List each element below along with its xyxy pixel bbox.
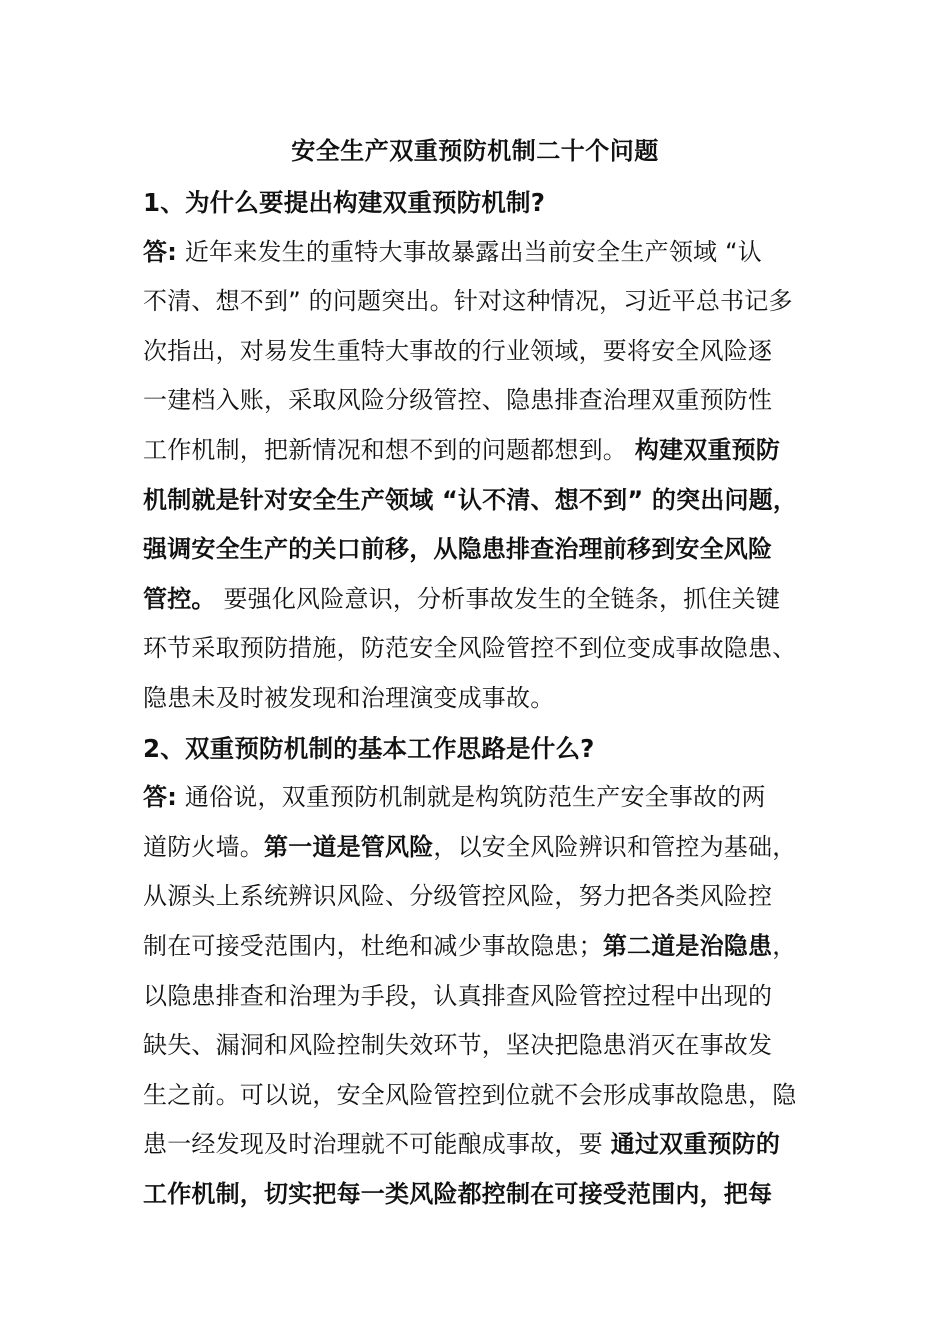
- emphasis-text: 第二道是治隐患: [602, 931, 773, 960]
- question-1-heading: 1、为什么要提出构建双重预防机制?: [143, 188, 546, 217]
- paragraph-text: 制在可接受范围内，杜绝和减少事故隐患；: [143, 931, 603, 960]
- paragraph-line: 生之前。可以说，安全风险管控到位就不会形成事故隐患，隐: [143, 1080, 797, 1109]
- paragraph-text: ，以安全风险辨识和管控为基础，: [433, 832, 797, 861]
- paragraph-line: 次指出，对易发生重特大事故的行业领域，要将安全风险逐: [143, 336, 773, 365]
- paragraph-text: 通俗说，双重预防机制就是构筑防范生产安全事故的两: [184, 783, 766, 812]
- document-body: [143, 178, 813, 1219]
- emphasis-text: 第一道是管风险: [264, 832, 434, 861]
- paragraph-line: [143, 1120, 813, 1170]
- paragraph-text: 近年来发生的重特大事故暴露出当前安全生产领域 “认: [184, 237, 762, 266]
- paragraph-line: [143, 575, 813, 625]
- paragraph-text: 患一经发现及时治理就不可能酿成事故，要: [143, 1130, 603, 1159]
- paragraph-line: [143, 228, 813, 278]
- paragraph-line: 一建档入账，采取风险分级管控、隐患排查治理双重预防性: [143, 386, 773, 415]
- paragraph-line: 缺失、漏洞和风险控制失效环节，坚决把隐患消灭在事故发: [143, 1031, 773, 1060]
- paragraph-line: 不清、想不到” 的问题突出。针对这种情况，习近平总书记多: [143, 287, 793, 316]
- emphasis-text: 管控。: [143, 584, 216, 613]
- paragraph-line: 以隐患排查和治理为手段，认真排查风险管控过程中出现的: [143, 981, 773, 1010]
- paragraph-line: [143, 426, 813, 476]
- paragraph-line: [143, 922, 813, 972]
- emphasis-line: 机制就是针对安全生产领域 “认不清、想不到” 的突出问题，: [143, 485, 798, 514]
- paragraph-line: 环节采取预防措施，防范安全风险管控不到位变成事故隐患、: [143, 634, 797, 663]
- paragraph-text: 道防火墙。: [143, 832, 264, 861]
- paragraph-line: 隐患未及时被发现和治理演变成事故。: [143, 683, 555, 712]
- paragraph-line: [143, 823, 813, 873]
- emphasis-line: 强调安全生产的关口前移，从隐患排查治理前移到安全风险: [143, 535, 773, 564]
- question-2-heading: 2、双重预防机制的基本工作思路是什么?: [143, 733, 595, 763]
- paragraph-line: 从源头上系统辨识风险、分级管控风险，努力把各类风险控: [143, 882, 773, 911]
- emphasis-text: 通过双重预防的: [610, 1130, 781, 1159]
- paragraph-text: ，: [772, 931, 797, 960]
- paragraph-text: 工作机制，把新情况和想不到的问题都想到。: [143, 435, 627, 464]
- answer-label: 答:: [143, 237, 177, 266]
- emphasis-text: 构建双重预防: [634, 435, 781, 464]
- paragraph-line: [143, 773, 813, 823]
- document-title: 安全生产双重预防机制二十个问题: [291, 137, 659, 165]
- answer-label: 答:: [143, 783, 177, 812]
- emphasis-line: 工作机制，切实把每一类风险都控制在可接受范围内，把每: [143, 1179, 773, 1208]
- paragraph-text: 要强化风险意识，分析事故发生的全链条，抓住关键: [223, 584, 781, 613]
